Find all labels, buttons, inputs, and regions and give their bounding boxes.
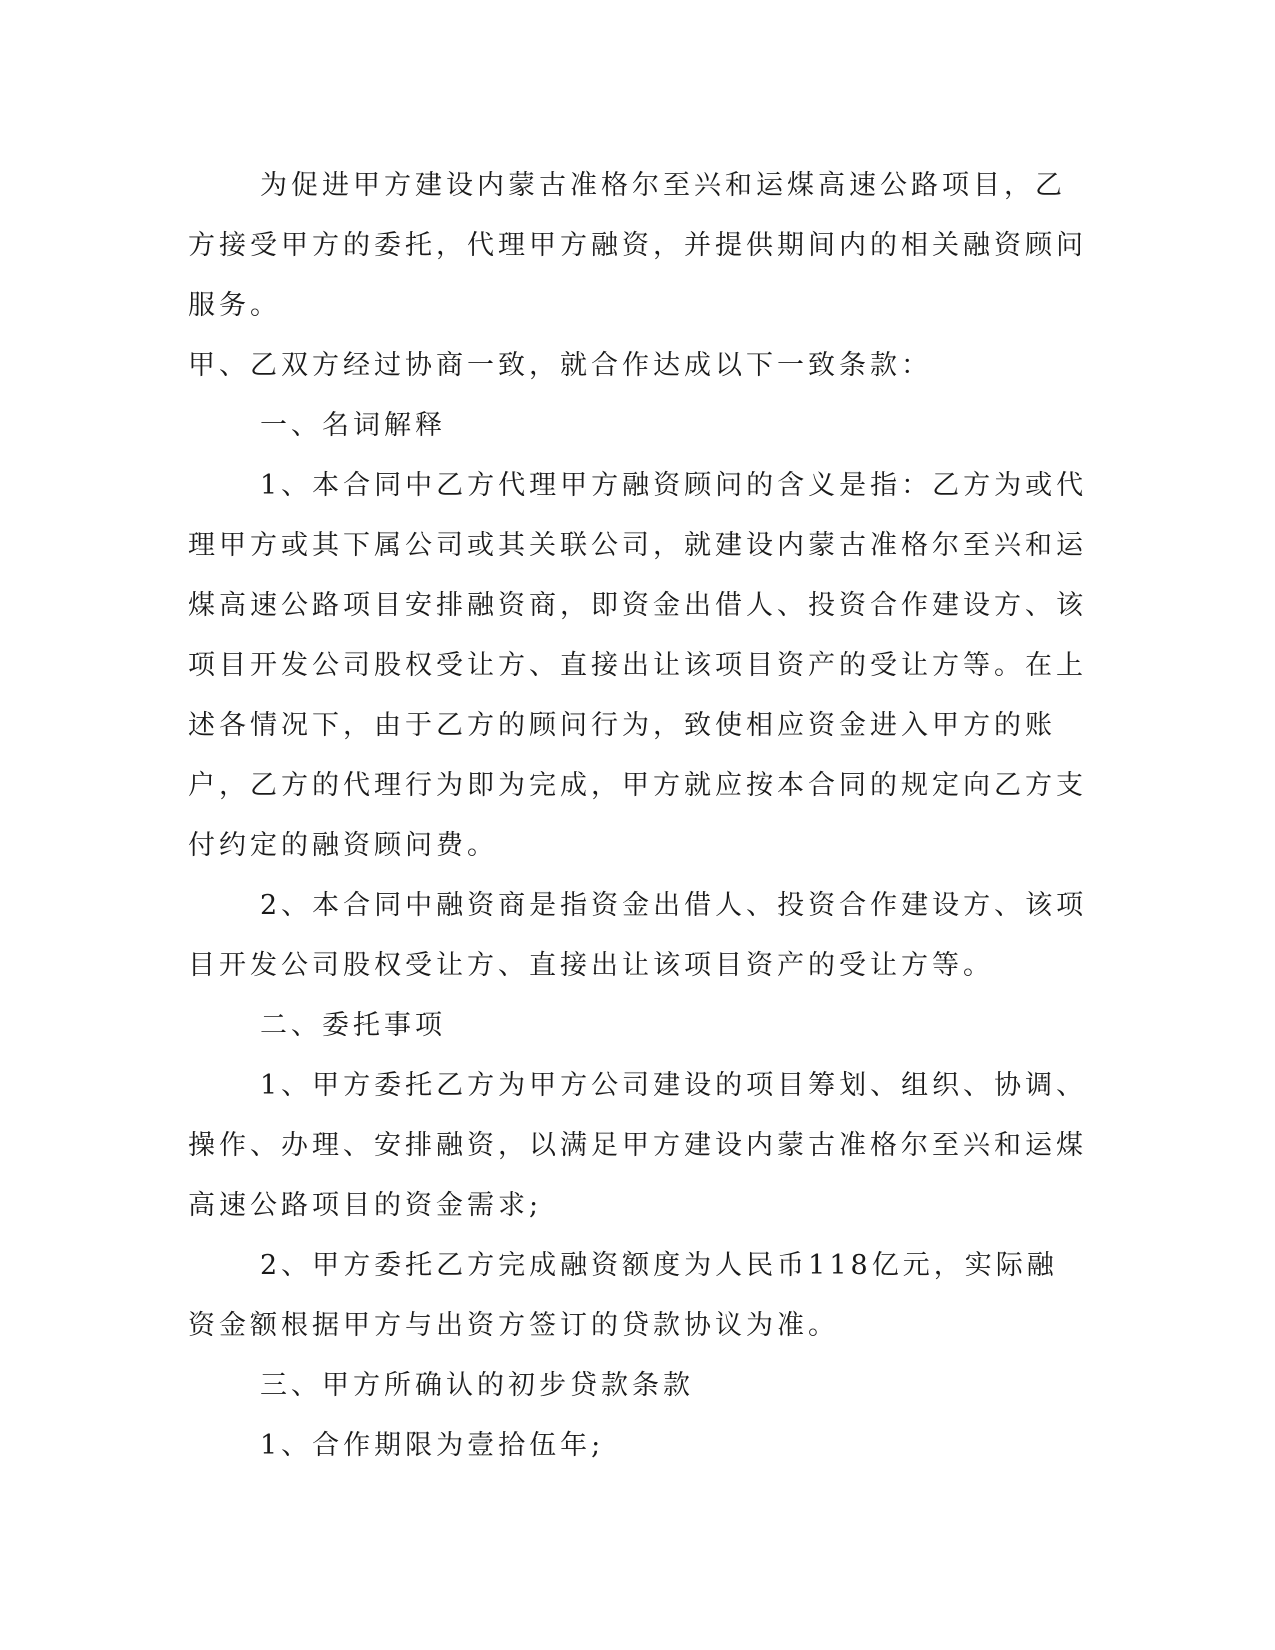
entrusted-matters-item-2: 2、甲方委托乙方完成融资额度为人民币118亿元，实际融资金额根据甲方与出资方签订的贷款协议为准。 bbox=[188, 1250, 1058, 1341]
contract-body bbox=[188, 156, 1088, 1476]
section-heading-definitions: 一、名词解释 bbox=[260, 410, 446, 441]
section-heading-entrusted-matters: 二、委托事项 bbox=[260, 1010, 446, 1041]
definitions-item-1: 1、本合同中乙方代理甲方融资顾问的含义是指：乙方为或代理甲方或其下属公司或其关联公司，就建设内蒙古准格尔至兴和运煤高速公路项目安排融资商，即资金出借人、投资合作建设方、该项目开发公司股权受让方、直接出让该项目资产的受让方等。在上述各情况下，由于乙方的顾问行为，致使相应资金进入甲方的账户，乙方的代理行为即为完成，甲方就应按本合同的规定向乙方支付约定的融资顾问费。 bbox=[188, 470, 1088, 861]
entrusted-matters-item-1: 1、甲方委托乙方为甲方公司建设的项目筹划、组织、协调、操作、办理、安排融资，以满足甲方建设内蒙古准格尔至兴和运煤高速公路项目的资金需求; bbox=[188, 1070, 1088, 1221]
loan-terms-item-1: 1、合作期限为壹拾伍年; bbox=[260, 1430, 605, 1461]
section-heading-loan-terms: 三、甲方所确认的初步贷款条款 bbox=[260, 1370, 694, 1401]
definitions-item-2: 2、本合同中融资商是指资金出借人、投资合作建设方、该项目开发公司股权受让方、直接出让该项目资产的受让方等。 bbox=[188, 890, 1088, 981]
intro-paragraph: 为促进甲方建设内蒙古准格尔至兴和运煤高速公路项目，乙方接受甲方的委托，代理甲方融资，并提供期间内的相关融资顾问服务。 bbox=[188, 170, 1087, 321]
agreement-paragraph: 甲、乙双方经过协商一致，就合作达成以下一致条款： bbox=[188, 350, 932, 381]
